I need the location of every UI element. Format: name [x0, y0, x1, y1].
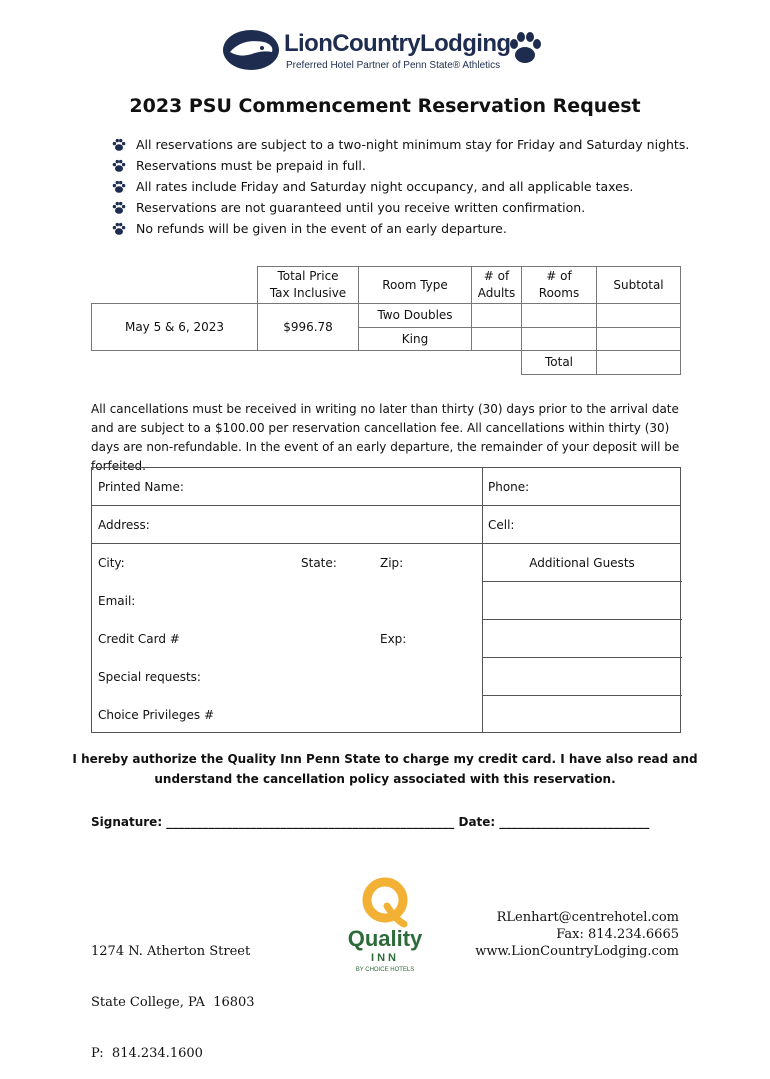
email-field[interactable]: Email:	[98, 594, 136, 608]
dates-cell: May 5 & 6, 2023	[91, 303, 258, 351]
address-field[interactable]: Address:	[98, 518, 150, 532]
hotel-contact	[475, 909, 679, 960]
rooms-input-two-doubles[interactable]	[521, 303, 597, 328]
list-item	[112, 176, 689, 197]
list-item	[112, 134, 689, 155]
quality-word: Quality	[347, 926, 423, 951]
header-rooms: # of Rooms	[521, 266, 597, 304]
column-divider	[482, 468, 483, 732]
total-label: Total	[521, 350, 597, 375]
row-divider	[482, 657, 682, 658]
adults-input-two-doubles[interactable]	[471, 303, 522, 328]
printed-name-field[interactable]: Printed Name:	[98, 480, 184, 494]
header-subtotal: Subtotal	[596, 266, 681, 304]
rooms-input-king[interactable]	[521, 327, 597, 351]
header-price: Total Price Tax Inclusive	[257, 266, 359, 304]
authorization-statement	[0, 749, 770, 789]
paw-icon	[508, 30, 542, 66]
fax-line: Fax: 814.234.6665	[556, 927, 679, 942]
inn-word: INN	[371, 952, 399, 964]
paw-icon	[112, 138, 126, 152]
row-divider	[482, 619, 682, 620]
state-field[interactable]: State:	[301, 556, 337, 570]
city-field[interactable]: City:	[98, 556, 125, 570]
additional-guests-label: Additional Guests	[529, 556, 635, 570]
address-line: 1274 N. Atherton Street	[91, 944, 251, 959]
price-cell: $996.78	[257, 303, 359, 351]
policy-bullet-list	[112, 134, 689, 239]
list-item	[112, 155, 689, 176]
row-divider	[482, 581, 682, 582]
paw-icon	[112, 222, 126, 236]
row-divider	[92, 505, 680, 506]
nittany-lion-icon	[222, 28, 280, 72]
cell-field[interactable]: Cell:	[488, 518, 515, 532]
room-type-king: King	[358, 327, 472, 351]
paw-icon	[112, 159, 126, 173]
authorization-line: I hereby authorize the Quality Inn Penn State to charge my credit card. I have also read and	[72, 752, 698, 766]
list-item	[112, 197, 689, 218]
header-adults: # of Adults	[471, 266, 522, 304]
bullet-text: Reservations are not guaranteed until you receive written confirmation.	[136, 200, 586, 215]
signature-date-line[interactable]: Signature: ________________________________________________ Date: _________________________	[91, 815, 650, 829]
choice-hotels-word: BY CHOICE HOTELS	[355, 967, 415, 973]
phone-line: P: 814.234.1600	[91, 1046, 203, 1061]
brand-name: LionCountryLodging	[284, 30, 511, 57]
header-room-type: Room Type	[358, 266, 472, 304]
total-input[interactable]	[596, 350, 681, 375]
row-divider	[92, 543, 680, 544]
guest-info-form	[91, 467, 681, 733]
room-type-two-doubles: Two Doubles	[358, 303, 472, 328]
hotel-address	[91, 909, 255, 1079]
page-title: 2023 PSU Commencement Reservation Request	[129, 95, 641, 117]
choice-privileges-field[interactable]: Choice Privileges #	[98, 708, 215, 722]
credit-card-field[interactable]: Credit Card #	[98, 632, 180, 646]
cancellation-policy: All cancellations must be received in writing no later than thirty (30) days prior to the arrival date and are subject to a $100.00 per reservation cancellation fee. All cancellations within thirty (30) days are non-refundable. In the event of an early departure, the remainder of your deposit will be forfeited.	[91, 402, 680, 473]
website-link[interactable]: www.LionCountryLodging.com	[475, 944, 679, 959]
bullet-text: All rates include Friday and Saturday night occupancy, and all applicable taxes.	[136, 179, 634, 194]
phone-field[interactable]: Phone:	[488, 480, 530, 494]
paw-icon	[112, 201, 126, 215]
special-requests-field[interactable]: Special requests:	[98, 670, 201, 684]
exp-field[interactable]: Exp:	[380, 632, 407, 646]
bullet-text: No refunds will be given in the event of an early departure.	[136, 221, 507, 236]
subtotal-two-doubles[interactable]	[596, 303, 681, 328]
email-link[interactable]: RLenhart@centrehotel.com	[496, 910, 679, 925]
lion-country-lodging-logo	[222, 28, 552, 76]
brand-tagline: Preferred Hotel Partner of Penn State® Athletics	[286, 60, 501, 71]
list-item	[112, 218, 689, 239]
adults-input-king[interactable]	[471, 327, 522, 351]
subtotal-king[interactable]	[596, 327, 681, 351]
bullet-text: All reservations are subject to a two-night minimum stay for Friday and Saturday nights.	[136, 137, 690, 152]
zip-field[interactable]: Zip:	[380, 556, 404, 570]
bullet-text: Reservations must be prepaid in full.	[136, 158, 366, 173]
authorization-line: understand the cancellation policy associated with this reservation.	[154, 772, 616, 786]
row-divider	[482, 695, 682, 696]
q-ring-icon	[367, 882, 403, 918]
paw-icon	[112, 180, 126, 194]
quality-inn-logo	[340, 876, 430, 976]
address-line: State College, PA 16803	[91, 995, 255, 1010]
